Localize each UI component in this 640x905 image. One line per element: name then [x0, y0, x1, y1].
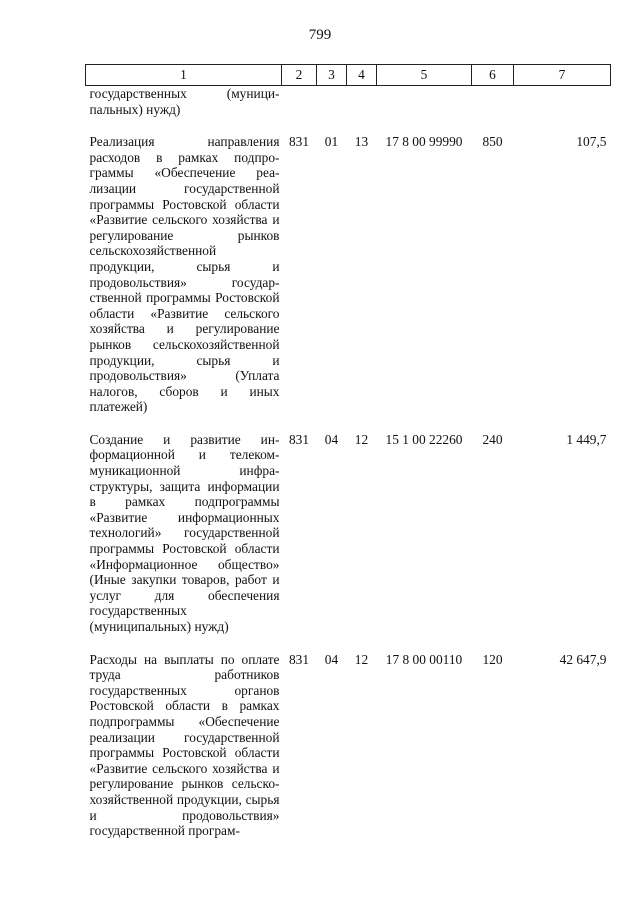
- row-col4: [347, 86, 377, 118]
- table-header-row: [86, 65, 611, 86]
- row-col3: [317, 86, 347, 118]
- column-header: 1: [86, 65, 282, 86]
- row-col6: [472, 86, 514, 118]
- column-header: 2: [282, 65, 317, 86]
- row-col4: 13: [354, 134, 369, 150]
- column-header: 6: [472, 65, 514, 86]
- table-row: [86, 432, 611, 635]
- row-col2: 831: [288, 134, 310, 150]
- row-col3: 01: [324, 134, 339, 150]
- row-col2: 831: [288, 431, 310, 447]
- row-col7: 42 647,9: [559, 651, 607, 667]
- column-header: 7: [514, 65, 611, 86]
- row-col5: 15 1 00 22260: [385, 431, 463, 447]
- row-col5: 17 8 00 00110: [385, 651, 463, 667]
- column-header: 5: [377, 65, 472, 86]
- column-header: 3: [317, 65, 347, 86]
- row-col6: 850: [482, 134, 503, 150]
- row-col7: [514, 86, 611, 118]
- row-description: Расходы на выплаты по оплате труда работников государственных органов Ростовской области в рамках подпрограммы «Обеспечение реализации государственной программы Ростовской области «Развитие сельского хозяйства и регулирование рынков сельскохозяйственной продукции, сырья и продовольствия» государственной програм-: [89, 651, 280, 839]
- row-description: государственных (муниципальных) нужд): [89, 86, 280, 117]
- row-spacer: [86, 117, 611, 134]
- table-row: [86, 652, 611, 839]
- row-description: Реализация направления расходов в рамках подпрограммы «Обеспечение реализации государственной программы Ростовской области «Развитие сельского хозяйства и регулирование рынков сельскохозяйственной продукции, сырья и продовольствия» государственной программы Ростовской области «Развитие сельского хозяйства и регулирование рынков сельскохозяйственной продукции, сырья и продовольствия» (Уплата налогов, сборов и иных платежей): [89, 134, 280, 415]
- row-spacer: [86, 415, 611, 432]
- row-col2: [282, 86, 317, 118]
- table-row: [86, 134, 611, 415]
- row-col2: 831: [288, 651, 310, 667]
- column-header: 4: [347, 65, 377, 86]
- row-col6: 120: [482, 651, 503, 667]
- row-col7: 107,5: [576, 134, 607, 150]
- row-spacer: [86, 635, 611, 652]
- row-col3: 04: [324, 651, 339, 667]
- row-col3: 04: [324, 431, 339, 447]
- row-col5: [377, 86, 472, 118]
- row-col4: 12: [354, 651, 369, 667]
- row-col5: 17 8 00 99990: [385, 134, 463, 150]
- table-row: [86, 86, 611, 118]
- row-col7: 1 449,7: [566, 431, 607, 447]
- row-description: Создание и развитие информационной и телекоммуникационной инфраструктуры, защита информации в рамках подпрограммы «Развитие информационных технологий» государственной программы Ростовской области «Информационное общество» (Иные закупки товаров, работ и услуг для обеспечения государственных (муниципальных) нужд): [89, 431, 280, 634]
- row-col6: 240: [482, 431, 503, 447]
- row-col4: 12: [354, 431, 369, 447]
- budget-table: [85, 64, 611, 839]
- page-number: 799: [308, 27, 332, 43]
